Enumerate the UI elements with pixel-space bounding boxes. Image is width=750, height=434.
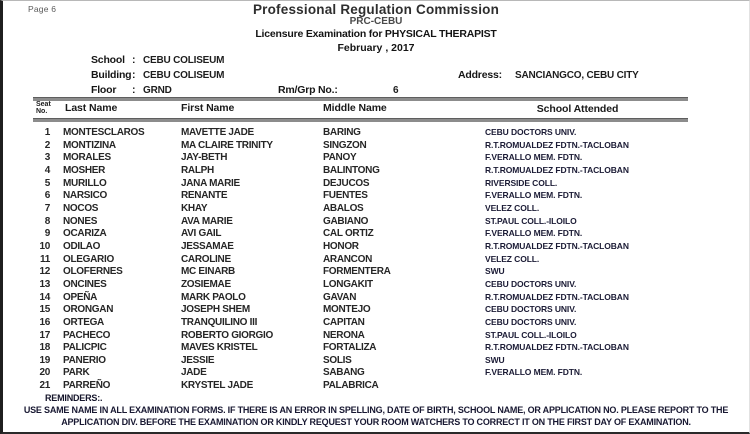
last-name-cell: PACHECO — [63, 329, 111, 341]
office-subtitle: PRC-CEBU — [349, 16, 403, 27]
last-name-header: Last Name — [65, 102, 118, 114]
seat-no-cell: 4 — [44, 164, 50, 176]
first-name-cell: RENANTE — [181, 190, 228, 202]
seat-no-cell: 6 — [44, 190, 50, 202]
middle-name-cell: CAPITAN — [323, 316, 365, 328]
address-value: SANCIANGCO, CEBU CITY — [515, 70, 639, 81]
org-title: Professional Regulation Commission — [252, 2, 500, 17]
rmgrp-value: 6 — [393, 85, 399, 96]
first-name-cell: TRANQUILINO III — [181, 316, 258, 328]
middle-name-cell: PALABRICA — [323, 380, 379, 392]
first-name-cell: ZOSIEMAE — [181, 278, 231, 290]
address-label: Address: — [458, 69, 502, 81]
table-row — [3, 203, 749, 216]
floor-value: GRND — [143, 85, 172, 96]
school-attended-cell: SWU — [485, 354, 505, 365]
last-name-cell: PANERIO — [63, 354, 106, 366]
school-attended-cell: CEBU DOCTORS UNIV. — [485, 304, 577, 315]
last-name-cell: ORTEGA — [63, 316, 104, 328]
table-row — [3, 367, 749, 380]
last-name-cell: PARREÑO — [63, 380, 111, 392]
middle-name-cell: MONTEJO — [323, 304, 371, 316]
table-row — [3, 254, 749, 267]
first-name-cell: JANA MARIE — [181, 177, 240, 189]
floor-label: Floor — [91, 84, 117, 96]
school-attended-cell: ST.PAUL COLL.-ILOILO — [485, 329, 577, 340]
first-name-cell: MAVES KRISTEL — [181, 342, 258, 354]
table-rows — [3, 127, 749, 393]
table-row — [3, 342, 749, 355]
middle-name-cell: ARANCON — [323, 253, 373, 265]
school-label: School — [91, 54, 125, 66]
last-name-cell: NOCOS — [63, 202, 99, 214]
reminder-line-1: USE SAME NAME IN ALL EXAMINATION FORMS. IF THERE IS AN ERROR IN SPELLING, DATE OF BIRTH, SCHOOL NAME, OR APPLICATION NO. PLEASE REPORT TO THE — [23, 405, 729, 415]
table-row — [3, 241, 749, 254]
table-row — [3, 165, 749, 178]
table-row — [3, 279, 749, 292]
table-row — [3, 355, 749, 368]
rmgrp-label: Rm/Grp No.: — [278, 84, 338, 96]
top-rule — [33, 97, 688, 101]
last-name-cell: MURILLO — [63, 177, 107, 189]
last-name-cell: ONCINES — [63, 278, 107, 290]
table-row — [3, 292, 749, 305]
school-value: CEBU COLISEUM — [143, 55, 225, 66]
middle-name-cell: GAVAN — [323, 291, 357, 303]
school-attended-cell: R.T.ROMUALDEZ FDTN.-TACLOBAN — [485, 139, 629, 150]
first-name-cell: MA CLAIRE TRINITY — [181, 139, 273, 151]
first-name-cell: ROBERTO GIORGIO — [181, 329, 273, 341]
middle-name-cell: NERONA — [323, 329, 365, 341]
middle-name-cell: GABIANO — [323, 215, 369, 227]
first-name-cell: JADE — [181, 367, 207, 379]
seat-no-cell: 3 — [44, 152, 50, 164]
last-name-cell: NARSICO — [63, 190, 108, 202]
last-name-cell: MONTIZINA — [63, 139, 116, 151]
page-number: Page 6 — [28, 4, 57, 14]
first-name-cell: JESSAMAE — [181, 240, 234, 252]
middle-name-cell: SINGZON — [323, 139, 367, 151]
school-attended-cell: VELEZ COLL. — [485, 253, 540, 264]
school-attended-cell: VELEZ COLL. — [485, 202, 540, 213]
seat-no-cell: 13 — [39, 278, 50, 290]
seat-no-cell: 8 — [44, 215, 50, 227]
school-colon: : — [132, 54, 136, 66]
reminders-label: REMINDERS:. — [45, 393, 103, 403]
building-value: CEBU COLISEUM — [143, 70, 225, 81]
last-name-cell: OPEÑA — [63, 291, 98, 303]
seat-no-cell: 21 — [39, 380, 50, 392]
middle-name-header: Middle Name — [323, 102, 387, 114]
seat-no-cell: 9 — [44, 228, 50, 240]
middle-name-cell: CAL ORTIZ — [323, 228, 374, 240]
school-attended-cell: F.VERALLO MEM. FDTN. — [485, 152, 583, 163]
first-name-cell: JOSEPH SHEM — [181, 304, 250, 316]
first-name-cell: MARK PAOLO — [181, 291, 246, 303]
table-row — [3, 190, 749, 203]
last-name-cell: MONTESCLAROS — [63, 127, 145, 138]
table-row — [3, 216, 749, 229]
table-row — [3, 228, 749, 241]
middle-name-cell: SABANG — [323, 367, 365, 379]
table-row — [3, 178, 749, 191]
seat-header-top: Seat — [36, 101, 51, 108]
reminder-line-2: APPLICATION DIV. BEFORE THE EXAMINATION OR KINDLY REQUEST YOUR ROOM WATCHERS TO CORRECT IT ON THE FIRST DAY OF EXAMINATION. — [61, 417, 691, 427]
school-attended-cell: ST.PAUL COLL.-ILOILO — [485, 215, 577, 226]
building-label: Building — [91, 69, 132, 81]
school-attended-cell: SWU — [485, 266, 505, 277]
middle-name-cell: FUENTES — [323, 190, 368, 202]
middle-name-cell: DEJUCOS — [323, 177, 370, 189]
seat-no-cell: 15 — [39, 304, 50, 316]
school-attended-cell: F.VERALLO MEM. FDTN. — [485, 367, 583, 378]
first-name-cell: JAY-BETH — [181, 152, 228, 164]
table-row — [3, 317, 749, 330]
first-name-cell: MC EINARB — [181, 266, 235, 278]
last-name-cell: OLEGARIO — [63, 253, 114, 265]
school-attended-cell: F.VERALLO MEM. FDTN. — [485, 190, 583, 201]
seat-no-cell: 17 — [39, 329, 50, 341]
exam-title: Licensure Examination for PHYSICAL THERAPIST — [255, 28, 497, 40]
last-name-cell: PALICPIC — [63, 342, 107, 354]
school-attended-cell: R.T.ROMUALDEZ FDTN.-TACLOBAN — [485, 342, 629, 353]
first-name-cell: KHAY — [181, 202, 208, 214]
middle-name-cell: FORTALIZA — [323, 342, 377, 354]
seat-no-cell: 19 — [39, 354, 50, 366]
table-row — [3, 330, 749, 343]
middle-name-cell: FORMENTERA — [323, 266, 391, 278]
seat-no-cell: 10 — [39, 240, 50, 252]
school-attended-cell: CEBU DOCTORS UNIV. — [485, 278, 577, 289]
last-name-cell: MOSHER — [63, 164, 106, 176]
seat-no-cell: 20 — [39, 367, 50, 379]
school-attended-cell: R.T.ROMUALDEZ FDTN.-TACLOBAN — [485, 240, 629, 251]
seat-no-cell: 11 — [40, 253, 50, 265]
last-name-cell: ODILAO — [63, 240, 101, 252]
floor-colon: : — [132, 84, 136, 96]
school-attended-cell: CEBU DOCTORS UNIV. — [485, 316, 577, 327]
seat-no-cell: 7 — [44, 202, 50, 214]
middle-name-cell: ABALOS — [323, 202, 364, 214]
last-name-cell: MORALES — [63, 152, 111, 164]
middle-name-cell: SOLIS — [323, 354, 352, 366]
school-attended-header: School Attended — [536, 103, 619, 115]
school-attended-cell: R.T.ROMUALDEZ FDTN.-TACLOBAN — [485, 291, 629, 302]
middle-name-cell: LONGAKIT — [323, 278, 373, 290]
seat-no-cell: 2 — [44, 139, 50, 151]
middle-name-cell: PANOY — [323, 152, 357, 164]
exam-date: February , 2017 — [337, 42, 415, 54]
seat-no-cell: 16 — [39, 316, 50, 328]
first-name-cell: AVA MARIE — [181, 215, 233, 227]
table-row — [3, 140, 749, 153]
school-attended-cell: RIVERSIDE COLL. — [485, 177, 558, 188]
seat-no-cell: 14 — [39, 291, 50, 303]
table-row — [3, 266, 749, 279]
seat-no-cell: 1 — [44, 127, 50, 138]
school-attended-cell: R.T.ROMUALDEZ FDTN.-TACLOBAN — [485, 164, 629, 175]
first-name-cell: JESSIE — [181, 354, 215, 366]
first-name-cell: CAROLINE — [181, 253, 231, 265]
table-row — [3, 152, 749, 165]
last-name-cell: OCARIZA — [63, 228, 107, 240]
middle-name-cell: HONOR — [323, 240, 359, 252]
table-row — [3, 304, 749, 317]
last-name-cell: ORONGAN — [63, 304, 114, 316]
first-name-cell: KRYSTEL JADE — [181, 380, 253, 392]
first-name-header: First Name — [181, 102, 235, 114]
table-row — [3, 127, 749, 140]
seat-header-bottom: No. — [36, 108, 48, 115]
last-name-cell: OLOFERNES — [63, 266, 123, 278]
school-attended-cell: F.VERALLO MEM. FDTN. — [485, 228, 583, 239]
last-name-cell: PARK — [63, 367, 90, 379]
table-row — [3, 380, 749, 393]
seat-no-cell: 5 — [44, 177, 50, 189]
school-attended-cell: CEBU DOCTORS UNIV. — [485, 127, 577, 137]
last-name-cell: NONES — [63, 215, 98, 227]
middle-name-cell: BALINTONG — [323, 164, 380, 176]
middle-name-cell: BARING — [323, 127, 361, 138]
first-name-cell: MAVETTE JADE — [181, 127, 254, 138]
building-colon: : — [132, 69, 136, 81]
header-rule — [33, 118, 688, 122]
seat-no-cell: 18 — [39, 342, 50, 354]
seat-no-cell: 12 — [39, 266, 50, 278]
first-name-cell: RALPH — [181, 164, 214, 176]
first-name-cell: AVI GAIL — [181, 228, 222, 240]
